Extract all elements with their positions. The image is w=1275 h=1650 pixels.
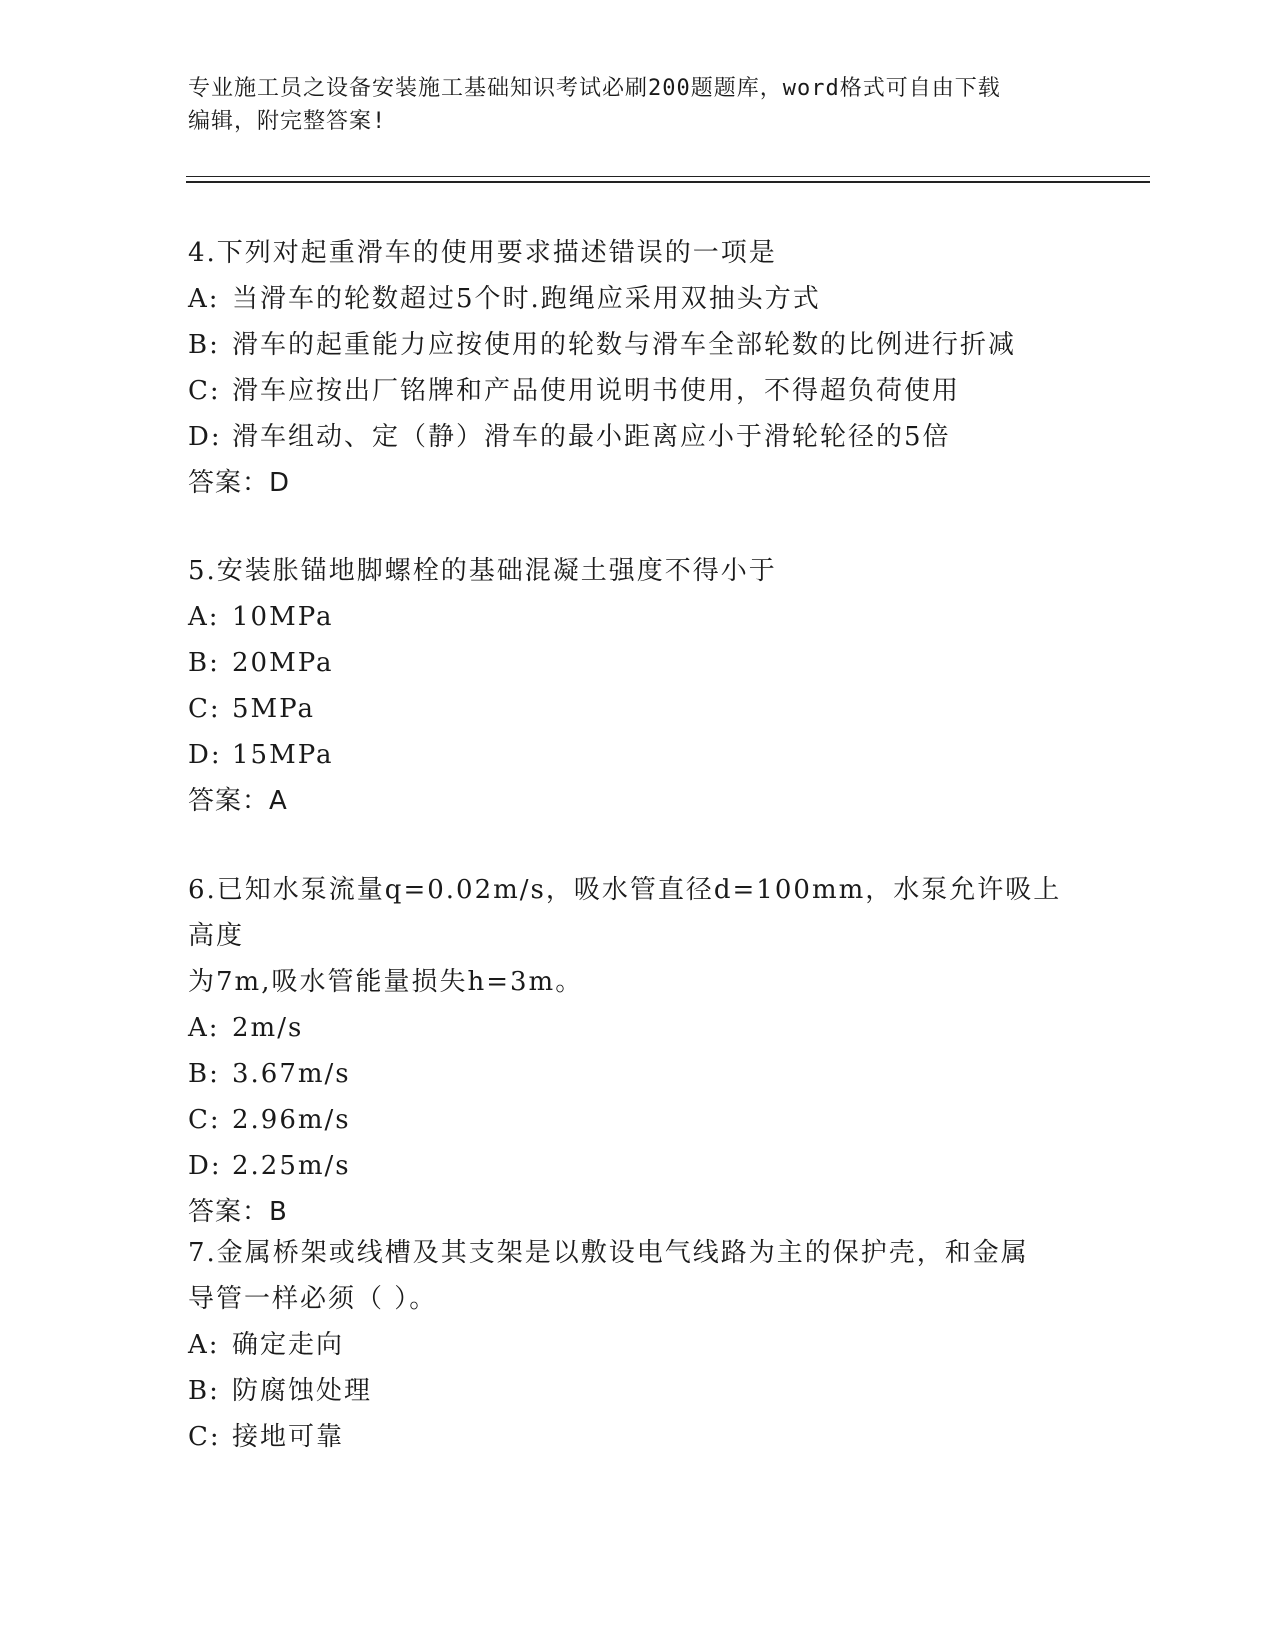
- option-c: [188, 368, 1088, 414]
- question-7: [188, 1230, 1088, 1460]
- question-stem-line-1: 6.已知水泵流量q=0.02m/s，吸水管直径d=100mm，水泵允许吸上高度: [188, 875, 1062, 951]
- option-text: 2.25m/s: [232, 1151, 351, 1181]
- option-a: [188, 1005, 1088, 1051]
- option-text: 10MPa: [232, 602, 334, 632]
- question-6: [188, 867, 1088, 1235]
- option-d: [188, 414, 1088, 460]
- option-letter: A:: [188, 1013, 220, 1043]
- document-header: [188, 72, 1068, 138]
- option-letter: C:: [188, 1105, 221, 1135]
- question-stem: 4.下列对起重滑车的使用要求描述错误的一项是: [188, 238, 777, 268]
- question-stem: 5.安装胀锚地脚螺栓的基础混凝土强度不得小于: [188, 556, 777, 586]
- option-b: [188, 1368, 1088, 1414]
- option-text: 2m/s: [232, 1013, 304, 1043]
- option-text: 20MPa: [232, 648, 334, 678]
- option-b: [188, 322, 1088, 368]
- option-a: [188, 1322, 1088, 1368]
- option-text: 滑车组动、定（静）滑车的最小距离应小于滑轮轮径的5倍: [232, 422, 951, 452]
- question-5: [188, 548, 1088, 824]
- option-letter: A:: [188, 602, 220, 632]
- answer-label: 答案：D: [188, 468, 291, 498]
- option-letter: A:: [188, 284, 220, 314]
- option-text: 3.67m/s: [232, 1059, 351, 1089]
- option-text: 接地可靠: [232, 1422, 345, 1452]
- header-divider-thick: [186, 181, 1150, 183]
- option-text: 防腐蚀处理: [232, 1376, 373, 1406]
- option-letter: D:: [188, 740, 222, 770]
- option-letter: C:: [188, 694, 221, 724]
- option-text: 当滑车的轮数超过5个时.跑绳应采用双抽头方式: [232, 284, 821, 314]
- option-text: 滑车应按出厂铭牌和产品使用说明书使用，不得超负荷使用: [232, 376, 961, 406]
- header-line-2: 编辑，附完整答案!: [188, 109, 387, 134]
- option-c: [188, 1097, 1088, 1143]
- option-text: 2.96m/s: [232, 1105, 351, 1135]
- answer-label: 答案：B: [188, 1197, 288, 1227]
- option-letter: B:: [188, 648, 220, 678]
- option-a: [188, 276, 1088, 322]
- option-text: 确定走向: [232, 1330, 345, 1360]
- option-letter: B:: [188, 1376, 220, 1406]
- option-letter: C:: [188, 376, 221, 406]
- option-letter: D:: [188, 422, 222, 452]
- option-letter: B:: [188, 1059, 220, 1089]
- option-letter: D:: [188, 1151, 222, 1181]
- option-letter: C:: [188, 1422, 221, 1452]
- question-stem-line-1: 7.金属桥架或线槽及其支架是以敷设电气线路为主的保护壳，和金属: [188, 1238, 1029, 1268]
- option-text: 滑车的起重能力应按使用的轮数与滑车全部轮数的比例进行折减: [232, 330, 1017, 360]
- option-c: [188, 686, 1088, 732]
- answer-label: 答案：A: [188, 786, 288, 816]
- question-4: [188, 230, 1088, 506]
- option-c: [188, 1414, 1088, 1460]
- question-stem-line-2: 为7m,吸水管能量损失h=3m。: [188, 967, 584, 997]
- option-text: 15MPa: [232, 740, 334, 770]
- header-line-1: 专业施工员之设备安装施工基础知识考试必刷200题题库，word格式可自由下载: [188, 76, 1001, 101]
- option-letter: A:: [188, 1330, 220, 1360]
- header-divider: [186, 176, 1150, 177]
- option-text: 5MPa: [232, 694, 315, 724]
- option-a: [188, 594, 1088, 640]
- option-b: [188, 1051, 1088, 1097]
- option-d: [188, 732, 1088, 778]
- question-stem-line-2: 导管一样必须（ ）。: [188, 1284, 438, 1314]
- option-letter: B:: [188, 330, 220, 360]
- option-b: [188, 640, 1088, 686]
- option-d: [188, 1143, 1088, 1189]
